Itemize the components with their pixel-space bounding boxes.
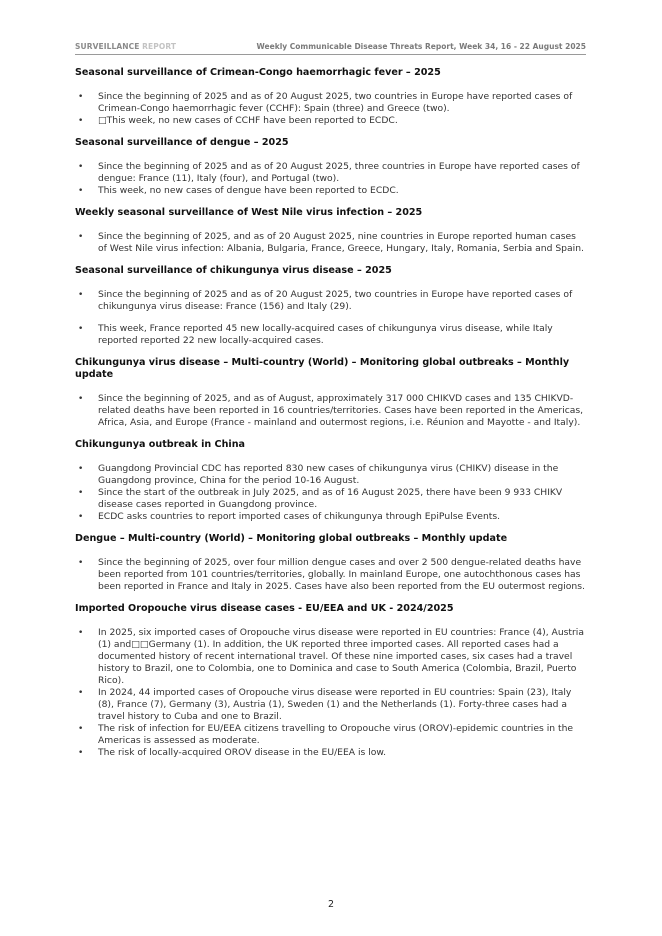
section-oropouche	[75, 603, 587, 759]
section-chikungunya-world	[75, 357, 587, 429]
section-heading: Seasonal surveillance of Crimean-Congo haemorrhagic fever – 2025	[75, 67, 441, 78]
report-type-label	[75, 42, 176, 52]
section-heading: Imported Oropouche virus disease cases - EU/EEA and UK - 2024/2025	[75, 603, 454, 614]
section-chikungunya-eu	[75, 265, 587, 347]
bullet-list	[75, 91, 587, 127]
report-type-light: REPORT	[142, 42, 177, 51]
section-dengue-world	[75, 533, 587, 593]
list-item: • ECDC asks countries to report imported cases of chikungunya through EpiPulse Events.	[75, 511, 587, 523]
section-heading: Seasonal surveillance of dengue – 2025	[75, 137, 289, 148]
bullet-list	[75, 627, 587, 759]
bullet-list	[75, 161, 587, 197]
list-item: • Since the beginning of 2025 and as of 20 August 2025, two countries in Europe have reported cases of Crimean-Congo haemorrhagic fever (CCHF): Spain (three) and Greece (two).	[75, 91, 587, 115]
list-item: • Since the beginning of 2025 and as of 20 August 2025, three countries in Europe have reported cases of dengue: France (11), Italy (four), and Portugal (two).	[75, 161, 587, 185]
list-item: • Since the beginning of 2025 and as of 20 August 2025, two countries in Europe have reported cases of chikungunya virus disease: France (156) and Italy (29).	[75, 289, 587, 313]
list-item: • This week, France reported 45 new locally-acquired cases of chikungunya virus disease, while Italy reported reported 22 new locally-acquired cases.	[75, 323, 587, 347]
list-item: • This week, no new cases of dengue have been reported to ECDC.	[75, 185, 587, 197]
section-west-nile	[75, 207, 587, 255]
section-heading: Chikungunya virus disease – Multi-country (World) – Monitoring global outbreaks – Monthly update	[75, 357, 570, 380]
page-number: 2	[327, 899, 335, 910]
section-dengue	[75, 137, 587, 197]
list-item: • In 2024, 44 imported cases of Oropouche virus disease were reported in EU countries: Spain (23), Italy (8), France (7), Germany (3), Austria (1), Sweden (1) and the Netherlands (1). Forty-three cases had a travel history to Cuba and one to Brazil.	[75, 687, 587, 723]
bullet-list	[75, 393, 587, 429]
section-heading: Weekly seasonal surveillance of West Nile virus infection – 2025	[75, 207, 423, 218]
list-item: • The risk of locally-acquired OROV disease in the EU/EEA is low.	[75, 747, 587, 759]
list-item: • Since the beginning of 2025, and as of 20 August 2025, nine countries in Europe reported human cases of West Nile virus infection: Albania, Bulgaria, France, Greece, Hungary, Italy, Romania, Serbia and Spain.	[75, 231, 587, 255]
list-item: • The risk of infection for EU/EEA citizens travelling to Oropouche virus (OROV)-epidemic countries in the Americas is assessed as moderate.	[75, 723, 587, 747]
section-heading: Chikungunya outbreak in China	[75, 439, 246, 450]
list-item: • Since the beginning of 2025, and as of August, approximately 317 000 CHIKVD cases and 135 CHIKVD-related deaths have been reported in 16 countries/territories. Cases have been reported in the Americas, Africa, Asia, and Europe (France - mainland and outermost regions, i.e. Réunion and Mayotte - and Italy).	[75, 393, 587, 429]
bullet-list	[75, 557, 587, 593]
section-cchf	[75, 67, 587, 127]
list-item: • □This week, no new cases of CCHF have been reported to ECDC.	[75, 115, 587, 127]
bullet-list	[75, 289, 587, 347]
list-item: • Since the start of the outbreak in July 2025, and as of 16 August 2025, there have been 9 933 CHIKV disease cases reported in Guangdong province.	[75, 487, 587, 511]
bullet-list	[75, 463, 587, 523]
section-heading: Seasonal surveillance of chikungunya virus disease – 2025	[75, 265, 392, 276]
running-header	[75, 42, 586, 55]
section-heading: Dengue – Multi-country (World) – Monitoring global outbreaks – Monthly update	[75, 533, 508, 544]
report-type-bold: SURVEILLANCE	[75, 42, 140, 51]
list-item: • Guangdong Provincial CDC has reported 830 new cases of chikungunya virus (CHIKV) disease in the Guangdong province, China for the period 10-16 August.	[75, 463, 587, 487]
list-item: • In 2025, six imported cases of Oropouche virus disease were reported in EU countries: France (4), Austria (1) and□□Germany (1). In addition, the UK reported three imported cases. All reported cases had a documented history of recent international travel. Of these nine imported cases, six cases had a travel history to Brazil, one to Colombia, one to Dominica and case to South America (Colombia, Brazil, Puerto Rico).	[75, 627, 587, 687]
page-content	[75, 67, 587, 769]
bullet-list	[75, 231, 587, 255]
report-title: Weekly Communicable Disease Threats Report, Week 34, 16 - 22 August 2025	[256, 42, 586, 51]
section-chikungunya-china	[75, 439, 587, 523]
list-item: • Since the beginning of 2025, over four million dengue cases and over 2 500 dengue-related deaths have been reported from 101 countries/territories, globally. In mainland Europe, one autochthonous cases has been reported in France and Italy in 2025. Cases have also been reported from the EU outermost regions.	[75, 557, 587, 593]
